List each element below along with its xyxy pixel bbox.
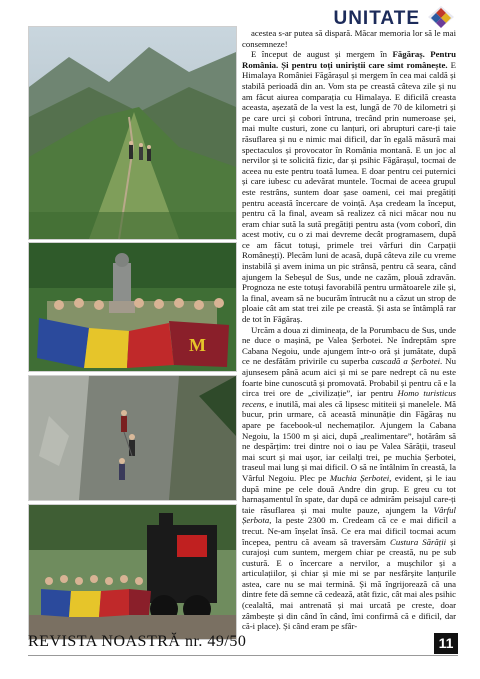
flag-emblem-letter: M [189,335,206,355]
page-footer [28,633,458,655]
article-paragraph-intro: acestea s-ar putea să dispară. Măcar memoria lor să le mai consemneze! [242,28,456,49]
article-paragraph-fagaras: E început de august și mergem în Făgăraș. Pentru România. Și pentru toți uniriștii care simt românește. E Himalaya României Făgărașul și mergem în cea mai caldă și stabilă perioadă din an. Vom sta pe creastă câteva zile și nu am făcut aiurea comparația cu Himalaya. E dificilă creasta aceasta, așezată de la vest la est, lungă de 70 de kilometri și pe care urci și cobori întruna, trecând prin numeroase șei, mai multe custuri, zone cu lanțuri, ori abrupturi care-ți taie răsuflarea și nu e nimic mai dificil, dar în egală măsură mai spectaculos și provocator în România montană. E un joc al nervilor și te solicită fizic, dar și psihic Făgărașul, tocmai de aceea nu este pentru toată lumea. E doar pentru cei puternici și care iubesc cu adevărat muntele. Tocmai de aceea grupul este restrâns, suntem doar șase oameni, cei mai pregătiți pentru această încercare de voință. Așa credeam la început, pentru că la final, aveam să realizez că nici măcar nou nu eram chiar sută la sută pregătiți pentru asta (vom coborî, din acest motiv, cu o zi mai devreme decât programasem, după ce am făcut totuși, primele trei vârfuri din Carpații Româneșți). Plecăm luni de acasă, după câteva zile cu vreme instabilă și avem inima un pic strânsă, pentru că seara, când ajungem la Sebeșul de Sus, unde ne cazăm, plouă zdravăn. Prognoza ne este totuși favorabilă pentru următoarele zile și, la final, aveam să ne bucurăm întrucât nu a căzut un strop de ploaie cât am stat trei zile pe creastă. Și asta se întâmplă rar de tot în Făgăraș. [242,49,456,325]
magazine-issue-title: REVISTA NOASTRĂ nr. 49/50 [28,633,247,650]
footer-divider [28,655,458,656]
article-text-column [242,28,457,632]
mountain-ridge-photo [28,26,237,240]
rocky-slope-photo [28,375,237,501]
brand-logo-icon [428,6,454,28]
steam-train-group-photo [28,504,237,640]
page-number: 11 [434,633,458,654]
group-with-flags-photo [28,242,237,372]
magazine-brand: UNITATE [333,8,420,29]
article-paragraph-ascent: Urcăm a doua zi dimineața, de la Porumbacu de Sus, unde ne duce o mașină, pe Valea Șerbotei. Ne îndreptăm spre Cabana Negoiu, unde ajungem într-o oră și jumătate, după ce ne desfătăm privirile cu superba cascadă a Șerbotei. Nu ajunsesem până acum aici și mi se pare nedrept că nu este foarte bine cunoscută și promovată. Probabil și pentru că e la circa trei ore de „civilizație”, iar pentru Homo turisticus recens, e inutilă, mai ales că lipsesc mititeii și manelele. Mă bucur, prin urmare, că această minunăție din Făgăraș nu apare pe facebook-ul nechemaților. Ajungem la Cabana Negoiu, la 1500 m și aici, după „realimentare”, hotărâm să ne despărțim: trei dintre noi o iau pe Valea Sărății, traseul mai scurt și mai ușor, iar ceilalți trei, pe muchia Șerbotei, traseul mai lung și mai dificil. O să ne întâlnim în creastă, la Vârful Negoiu. Plec pe Muchia Șerbotei, evident, și le iau după mine pe cele două Andre din grup. E greu cu tot harnașamentul în spate, dar după ce admirăm peisajul care-ți taie răsuflarea și mai multe pauze, ajungem la Vârful Șerbota, la peste 2300 m. Credeam că ce e mai dificil a trecut. Ne-am înșelat însă. Ce era mai dificil tocmai acum începea, pentru că aveam să traversăm Custura Sărății și curajoși cum suntem, mergem chiar pe creastă, nu pe sub custură. E o încercare a nervilor, a mușchilor și a articulațiilor, și chiar și mie mi se par nesfârșite lanțurile astea, care nu se mai termină. Și mă îngrijorează că una dintre fete dă semne că cedează, atât fizic, cât mai ales psihic (cealaltă, mai antrenată și mai urcată pe creste, doar zâmbește și din când în când, îmi confirmă că e dificil, dar că-i place). Și când eram pe sfâr- [242,324,457,632]
